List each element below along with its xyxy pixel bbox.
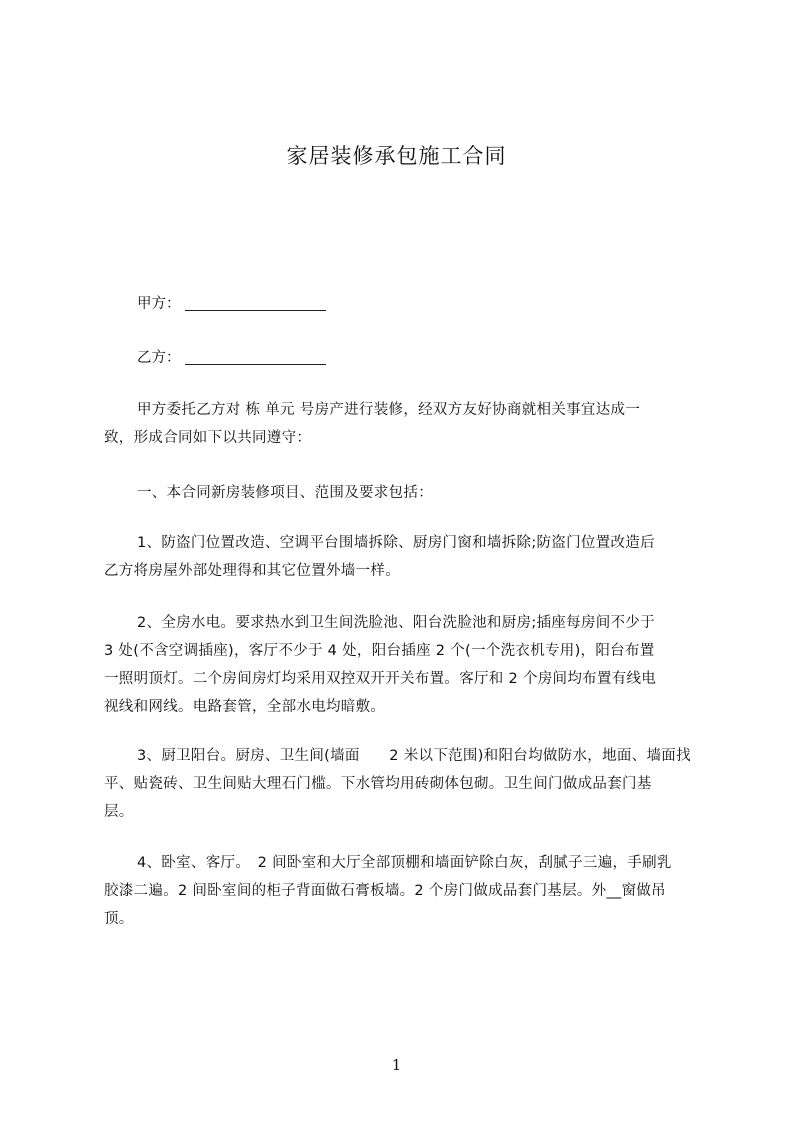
party-b-field [137, 346, 326, 367]
party-b-blank-line [185, 348, 326, 365]
party-a-label: 甲方： [137, 296, 181, 312]
item3-line: 3、厨卫阳台。厨房、卫生间(墙面 2 米以下范围)和阳台均做防水，地面、墙面找 [137, 748, 691, 764]
party-b-label: 乙方： [137, 350, 181, 366]
item4-line: 胶漆二遍。2 间卧室间的柜子背面做石膏板墙。2 个房门做成品套门基层。外__窗做吊 [104, 883, 666, 899]
item2-line: 2、全房水电。要求热水到卫生间洗脸池、阳台洗脸池和厨房;插座每房间不少于 [137, 615, 655, 631]
item3-line: 平、贴瓷砖、卫生间贴大理石门槛。下水管均用砖砌体包砌。卫生间门做成品套门基 [104, 776, 652, 792]
item2-line: 一照明顶灯。二个房间房灯均采用双控双开开关布置。客厅和 2 个房间均布置有线电 [104, 671, 657, 687]
party-a-blank-line [185, 294, 326, 311]
item4-line: 4、卧室、客厅。 2 间卧室和大厅全部顶棚和墙面铲除白灰，刮腻子三遍，手刷乳 [137, 855, 672, 871]
item1-line: 1、防盗门位置改造、空调平台围墙拆除、厨房门窗和墙拆除;防盗门位置改造后 [137, 535, 655, 551]
item2-line: 视线和网线。电路套管，全部水电均暗敷。 [104, 699, 386, 715]
party-a-field [137, 292, 326, 313]
item3-paragraph [104, 742, 702, 826]
section1-heading: 一、本合同新房装修项目、范围及要求包括： [137, 485, 433, 501]
document-title: 家居装修承包施工合同 [286, 144, 507, 168]
item4-paragraph [104, 849, 702, 933]
item1-paragraph [104, 529, 702, 585]
intro-line: 甲方委托乙方对 栋 单元 号房产进行装修，经双方友好协商就相关事宜达成一 [137, 402, 641, 418]
item1-line: 乙方将房屋外部处理得和其它位置外墙一样。 [104, 563, 400, 579]
item2-line: 3 处(不含空调插座)，客厅不少于 4 处，阳台插座 2 个(一个洗衣机专用)，阳台布置 [104, 643, 655, 659]
intro-paragraph [104, 396, 702, 452]
page-number: 1 [391, 1056, 402, 1074]
intro-line: 致，形成合同如下以共同遵守： [104, 430, 312, 446]
item2-paragraph [104, 609, 702, 721]
item3-line: 层。 [104, 804, 134, 820]
item4-line: 顶。 [104, 911, 134, 927]
